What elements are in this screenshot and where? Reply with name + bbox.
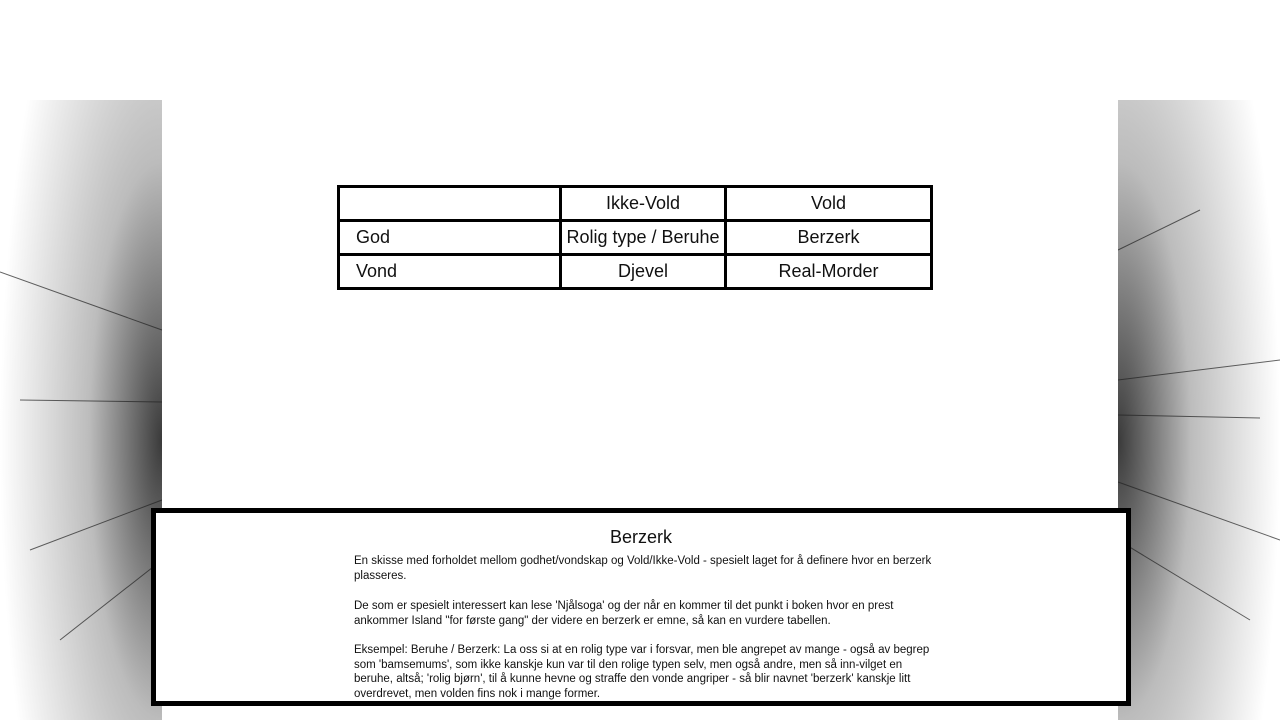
table-cell: Djevel xyxy=(561,255,726,289)
row-header-vond: Vond xyxy=(339,255,561,289)
table-header-row xyxy=(339,187,932,221)
table-cell-corner xyxy=(339,187,561,221)
description-box xyxy=(151,508,1131,706)
table-row xyxy=(339,221,932,255)
column-header-vold: Vold xyxy=(726,187,932,221)
description-title: Berzerk xyxy=(609,527,672,547)
description-paragraph: En skisse med forholdet mellom godhet/vondskap og Vold/Ikke-Vold - spesielt laget for å definere hvor en berzerk plasseres. xyxy=(354,555,932,582)
table-cell: Berzerk xyxy=(726,221,932,255)
description-paragraph: De som er spesielt interessert kan lese 'Njålsoga' og der når en kommer til det punkt i boken hvor en prest ankommer Island "for første gang" der videre en berzerk er emne, så kan en vurdere tabellen. xyxy=(354,600,894,627)
table-row xyxy=(339,255,932,289)
column-header-ikke-vold: Ikke-Vold xyxy=(561,187,726,221)
table-cell: Rolig type / Beruhe xyxy=(561,221,726,255)
description-paragraph: Eksempel: Beruhe / Berzerk: La oss si at en rolig type var i forsvar, men ble angrepet av mange - også av begrep som 'bamsemums', som ikke kanskje kun var til den rolige typen selv, men også andre, men så inn-vilget en beruhe, altså; 'rolig bjørn', til å kunne hevne og straffe den vonde angriper - så blir navnet 'berzerk' kanskje litt overdrevet, men volden fins nok i mange former. xyxy=(354,644,930,700)
row-header-god: God xyxy=(339,221,561,255)
violence-morality-table xyxy=(337,185,933,290)
table-cell: Real-Morder xyxy=(726,255,932,289)
